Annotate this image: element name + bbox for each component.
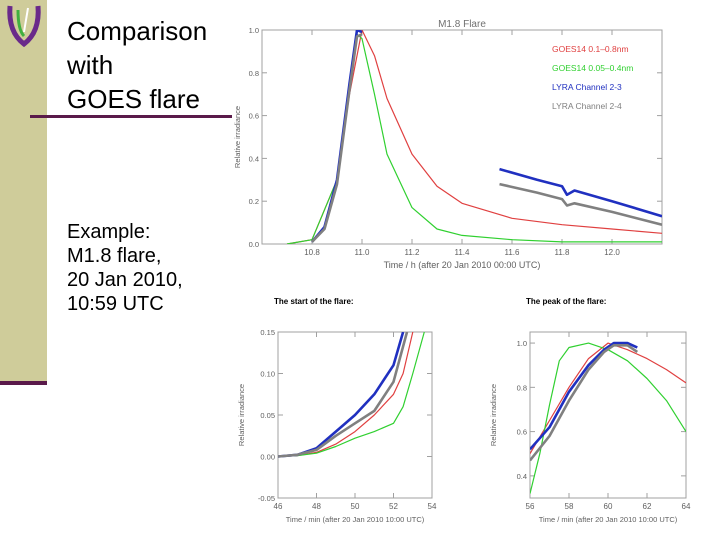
y-tick-label: 0.10 — [260, 369, 275, 379]
x-tick-label: 11.0 — [354, 248, 370, 257]
left-strip-underline — [0, 381, 47, 385]
y-tick-label: 0.8 — [516, 383, 527, 393]
y-tick-label: 0.4 — [248, 154, 259, 164]
chart-0 — [233, 19, 662, 270]
y-tick-label: -0.05 — [257, 494, 275, 503]
x-tick-label: 54 — [427, 502, 437, 511]
y-tick-label: 0.8 — [248, 68, 259, 78]
y-tick-label: 1.0 — [516, 339, 527, 349]
example-line: Example: — [67, 221, 151, 243]
x-tick-label: 11.2 — [404, 248, 420, 257]
chart-1 — [237, 297, 437, 524]
y-axis-label: Relative irradiance — [233, 105, 242, 169]
y-tick-label: 0.4 — [516, 471, 527, 481]
title-line: GOES flare — [67, 84, 200, 114]
chart-2 — [489, 297, 691, 524]
chart-title: M1.8 Flare — [438, 19, 486, 30]
series-line — [530, 343, 637, 449]
title-line: Comparison — [67, 16, 208, 46]
example-line: M1.8 flare, — [67, 245, 162, 267]
x-tick-label: 46 — [273, 502, 283, 511]
y-axis-label: Relative irradiance — [237, 383, 246, 447]
x-tick-label: 11.4 — [454, 248, 470, 257]
x-tick-label: 56 — [525, 502, 535, 511]
y-tick-label: 0.6 — [248, 111, 259, 121]
x-tick-label: 60 — [603, 502, 613, 511]
x-tick-label: 48 — [312, 502, 321, 511]
x-tick-label: 62 — [642, 502, 652, 511]
x-tick-label: 11.6 — [504, 248, 520, 257]
example-line: 10:59 UTC — [67, 293, 164, 315]
y-tick-label: 0.15 — [260, 328, 275, 337]
x-axis-label: Time / min (after 20 Jan 2010 10:00 UTC) — [285, 515, 425, 524]
y-tick-label: 0.05 — [260, 411, 275, 420]
x-tick-label: 11.8 — [554, 248, 570, 257]
left-accent-strip — [0, 0, 47, 383]
figure-panel — [232, 10, 720, 540]
chart-title: The start of the flare: — [274, 297, 354, 306]
y-axis-label: Relative irradiance — [489, 383, 498, 447]
chart-title: The peak of the flare: — [526, 297, 607, 306]
legend-entry: LYRA Channel 2-3 — [552, 82, 622, 92]
slide-title — [67, 14, 207, 116]
y-tick-label: 0.00 — [260, 452, 275, 462]
title-rule — [30, 115, 235, 118]
x-tick-label: 64 — [681, 502, 691, 511]
comparison-charts — [232, 10, 720, 540]
y-tick-label: 0.2 — [248, 197, 259, 207]
example-line: 20 Jan 2010, — [67, 269, 183, 291]
series-line — [500, 169, 663, 216]
series-line — [530, 343, 686, 454]
x-tick-label: 12.0 — [604, 248, 620, 257]
title-line: with — [67, 50, 114, 80]
legend-entry: GOES14 0.1–0.8nm — [552, 44, 629, 54]
x-axis-label: Time / h (after 20 Jan 2010 00:00 UTC) — [383, 260, 541, 270]
x-tick-label: 58 — [564, 502, 574, 511]
series-line — [530, 345, 637, 460]
series-line — [278, 332, 407, 457]
y-tick-label: 1.0 — [248, 26, 259, 35]
legend-entry: GOES14 0.05–0.4nm — [552, 63, 634, 73]
series-line — [500, 184, 663, 225]
y-tick-label: 0.0 — [248, 240, 259, 249]
legend-entry: LYRA Channel 2-4 — [552, 101, 622, 111]
example-caption — [67, 220, 183, 316]
x-tick-label: 50 — [350, 502, 360, 511]
x-axis-label: Time / min (after 20 Jan 2010 10:00 UTC) — [538, 515, 678, 524]
logo-icon — [4, 2, 44, 50]
series-line — [278, 332, 413, 457]
x-tick-label: 52 — [389, 502, 398, 511]
y-tick-label: 0.6 — [516, 427, 527, 437]
x-tick-label: 10.8 — [304, 248, 320, 257]
